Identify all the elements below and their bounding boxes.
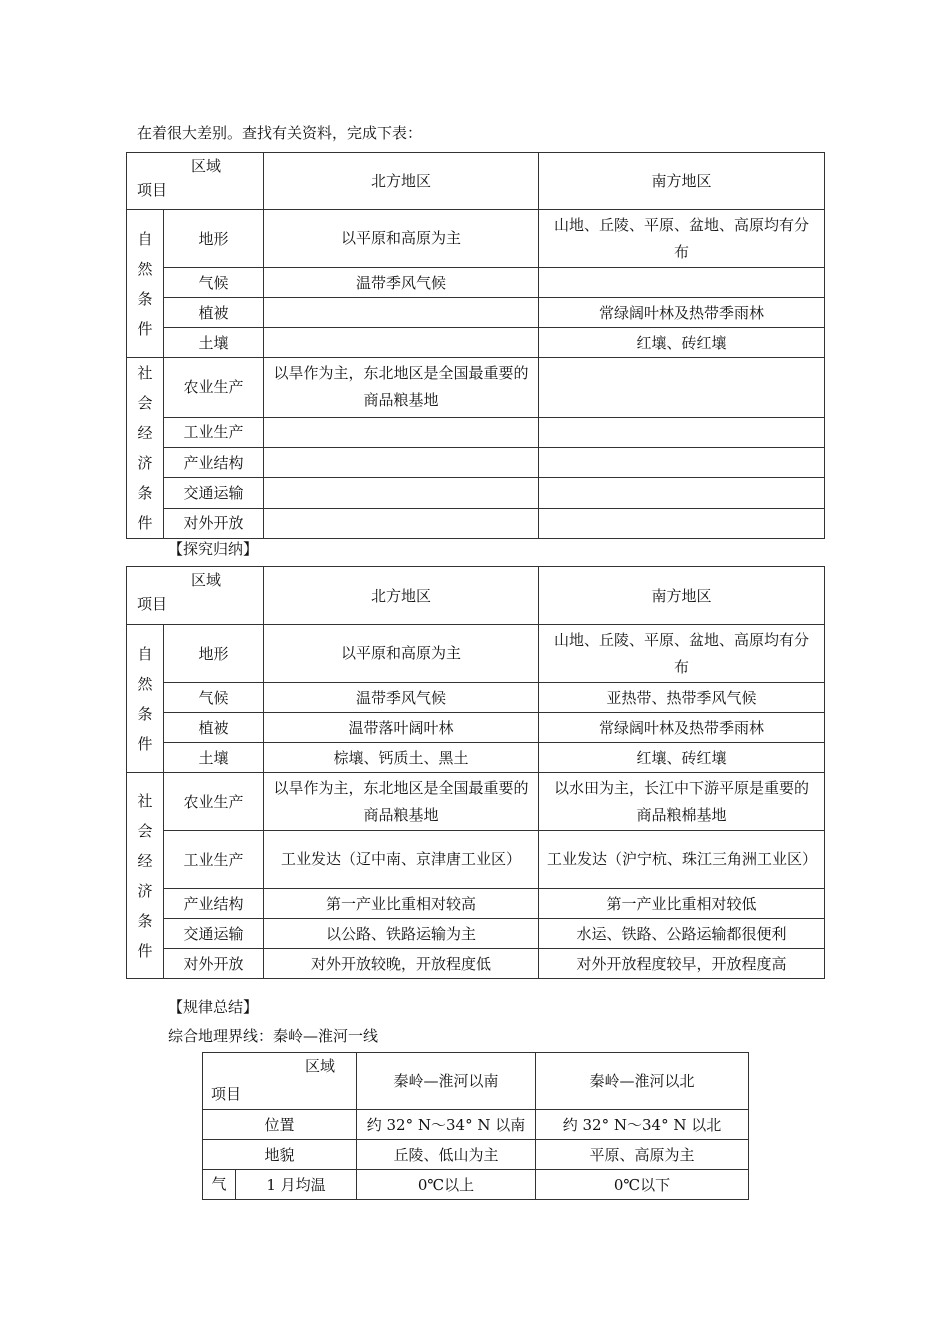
row-label: 交通运输 [164, 919, 264, 949]
cell-south: 山地、丘陵、平原、盆地、高原均有分布 [539, 210, 825, 268]
header-region: 区域 [191, 571, 222, 589]
row-label: 产业结构 [164, 889, 264, 919]
row-label: 农业生产 [164, 773, 264, 831]
header-item: 项目 [137, 595, 168, 613]
row-label: 地形 [164, 210, 264, 268]
north-south-table-filled [126, 566, 825, 979]
cell-north: 以旱作为主，东北地区是全国最重要的商品粮基地 [264, 358, 539, 418]
row-label: 1 月均温 [236, 1170, 357, 1200]
header-north: 北方地区 [264, 153, 539, 210]
row-label: 土壤 [164, 328, 264, 358]
cell-south [539, 358, 825, 418]
natural-conditions-group: 自 然 条 件 [127, 625, 164, 773]
cell-south: 约 32° N～34° N 以南 [357, 1110, 536, 1140]
row-label: 工业生产 [164, 831, 264, 889]
cell-north: 温带落叶阔叶林 [264, 713, 539, 743]
qinling-huaihe-table [202, 1052, 749, 1200]
header-south-of-line: 秦岭—淮河以南 [357, 1053, 536, 1110]
cell-south: 丘陵、低山为主 [357, 1140, 536, 1170]
cell-north: 以公路、铁路运输为主 [264, 919, 539, 949]
row-label: 土壤 [164, 743, 264, 773]
cell-north: 以平原和高原为主 [264, 210, 539, 268]
cell-north: 约 32° N～34° N 以北 [536, 1110, 749, 1140]
row-label: 对外开放 [164, 508, 264, 538]
cell-south [539, 417, 825, 447]
header-region-item-cell [203, 1053, 357, 1110]
header-north: 北方地区 [264, 567, 539, 625]
socioeconomic-conditions-group: 社 会 经 济 条 件 [127, 773, 164, 979]
cell-north [264, 298, 539, 328]
cell-south [539, 508, 825, 538]
cell-south: 0℃以上 [357, 1170, 536, 1200]
row-label: 地貌 [203, 1140, 357, 1170]
cell-north: 对外开放较晚，开放程度低 [264, 949, 539, 979]
row-label: 工业生产 [164, 417, 264, 447]
cell-south [539, 478, 825, 508]
header-region-item-cell [127, 153, 264, 210]
section-inquiry-heading: 【探究归纳】 [168, 540, 259, 558]
row-label: 地形 [164, 625, 264, 683]
header-north-of-line: 秦岭—淮河以北 [536, 1053, 749, 1110]
cell-north: 温带季风气候 [264, 268, 539, 298]
header-item: 项目 [137, 181, 168, 199]
climate-group: 气 [203, 1170, 236, 1200]
section-rule-heading: 【规律总结】 [168, 998, 259, 1016]
boundary-line-text: 综合地理界线：秦岭—淮河一线 [168, 1027, 379, 1045]
cell-south: 工业发达（沪宁杭、珠江三角洲工业区） [539, 831, 825, 889]
cell-north: 以旱作为主，东北地区是全国最重要的商品粮基地 [264, 773, 539, 831]
cell-north: 平原、高原为主 [536, 1140, 749, 1170]
header-south: 南方地区 [539, 153, 825, 210]
header-south: 南方地区 [539, 567, 825, 625]
row-label: 植被 [164, 298, 264, 328]
row-label: 位置 [203, 1110, 357, 1140]
socioeconomic-conditions-group: 社 会 经 济 条 件 [127, 358, 164, 539]
cell-south [539, 447, 825, 477]
cell-north [264, 508, 539, 538]
row-label: 气候 [164, 683, 264, 713]
row-label: 交通运输 [164, 478, 264, 508]
cell-south: 红壤、砖红壤 [539, 743, 825, 773]
row-label: 产业结构 [164, 447, 264, 477]
natural-conditions-group: 自 然 条 件 [127, 210, 164, 358]
header-item: 项目 [211, 1085, 242, 1103]
cell-north [264, 447, 539, 477]
header-region: 区域 [191, 157, 222, 175]
cell-south: 亚热带、热带季风气候 [539, 683, 825, 713]
cell-south: 常绿阔叶林及热带季雨林 [539, 298, 825, 328]
cell-north: 棕壤、钙质土、黑土 [264, 743, 539, 773]
cell-north: 以平原和高原为主 [264, 625, 539, 683]
cell-north: 第一产业比重相对较高 [264, 889, 539, 919]
cell-south: 山地、丘陵、平原、盆地、高原均有分布 [539, 625, 825, 683]
row-label: 气候 [164, 268, 264, 298]
cell-south: 第一产业比重相对较低 [539, 889, 825, 919]
header-region: 区域 [305, 1057, 336, 1075]
cell-north: 工业发达（辽中南、京津唐工业区） [264, 831, 539, 889]
intro-text: 在着很大差别。查找有关资料，完成下表： [137, 124, 423, 142]
header-region-item-cell [127, 567, 264, 625]
row-label: 对外开放 [164, 949, 264, 979]
cell-north: 温带季风气候 [264, 683, 539, 713]
cell-north [264, 328, 539, 358]
row-label: 植被 [164, 713, 264, 743]
cell-south: 水运、铁路、公路运输都很便利 [539, 919, 825, 949]
cell-south: 以水田为主，长江中下游平原是重要的商品粮棉基地 [539, 773, 825, 831]
cell-north: 0℃以下 [536, 1170, 749, 1200]
cell-south: 红壤、砖红壤 [539, 328, 825, 358]
cell-south: 对外开放程度较早，开放程度高 [539, 949, 825, 979]
cell-south [539, 268, 825, 298]
cell-south: 常绿阔叶林及热带季雨林 [539, 713, 825, 743]
row-label: 农业生产 [164, 358, 264, 418]
north-south-table-blank [126, 152, 825, 539]
cell-north [264, 417, 539, 447]
cell-north [264, 478, 539, 508]
